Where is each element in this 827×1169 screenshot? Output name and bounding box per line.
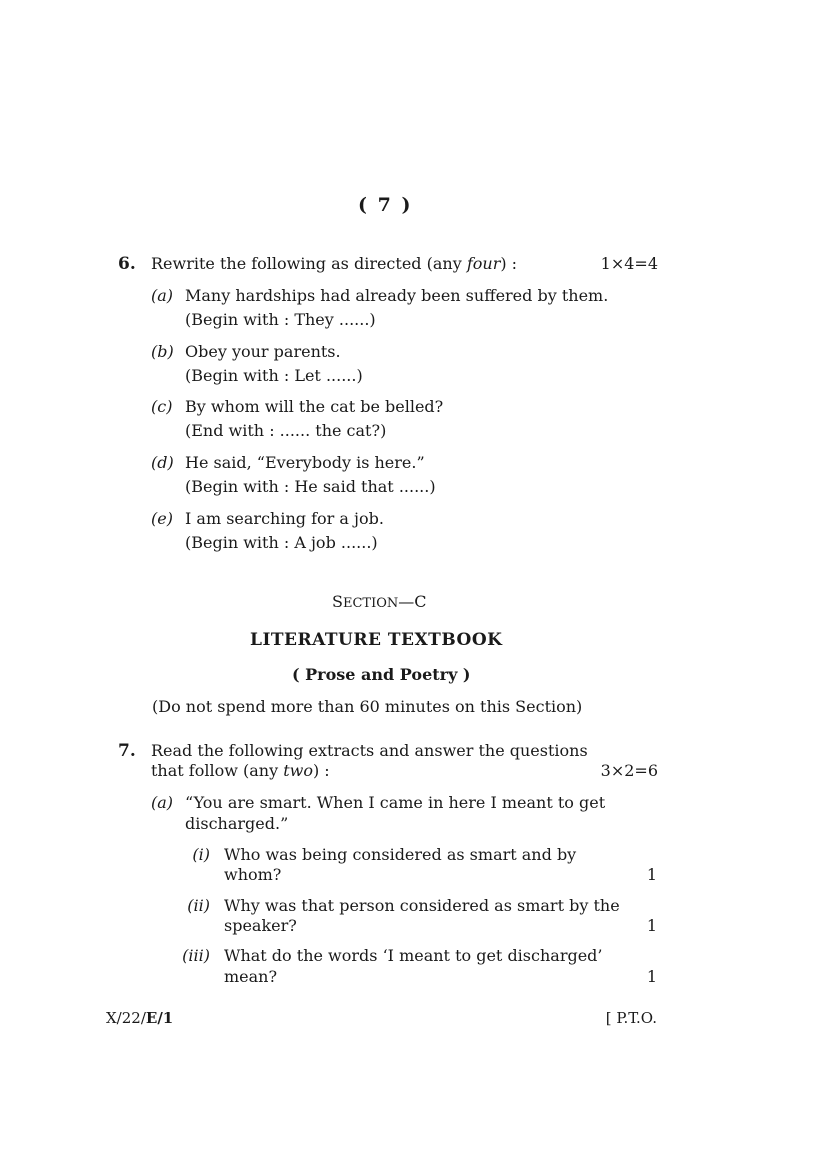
code-slash: / <box>157 1009 163 1027</box>
stem-text-end: ) : <box>312 761 330 780</box>
section-title: LITERATURE TEXTBOOK <box>250 630 503 650</box>
item-instruction: (Begin with : Let ......) <box>185 366 363 385</box>
section-note: (Do not spend more than 60 minutes on this Section) <box>152 697 583 716</box>
sub-question-text: speaker? <box>224 916 297 935</box>
section-smallcaps: ECTION <box>342 596 399 611</box>
extract-line: discharged.” <box>185 814 289 833</box>
item-line: By whom will the cat be belled? <box>185 397 444 416</box>
item-line: I am searching for a job. <box>185 509 384 528</box>
sub-question-text: Who was being considered as smart and by <box>224 845 577 864</box>
stem-text: that follow (any <box>151 761 284 780</box>
sub-question-text: What do the words ‘I meant to get discharged’ <box>224 946 603 965</box>
question-number: 6. <box>118 254 136 274</box>
item-label: (e) <box>151 509 173 528</box>
item-instruction: (Begin with : A job ......) <box>185 533 378 552</box>
marks: 1×4=4 <box>600 254 658 273</box>
stem-text-end: ) : <box>500 254 518 273</box>
stem-italic: four <box>466 254 501 273</box>
sub-label: (i) <box>192 845 210 864</box>
item-line: Obey your parents. <box>185 342 341 361</box>
item-label: (b) <box>151 342 174 361</box>
code-number: 1 <box>162 1009 174 1027</box>
section-letter: C <box>414 592 427 611</box>
sub-question-text: mean? <box>224 967 278 986</box>
question-stem-line2 <box>151 761 330 781</box>
pto-label: [ P.T.O. <box>605 1009 657 1027</box>
section-cap: S <box>332 592 343 611</box>
question-stem <box>151 254 517 274</box>
item-line: Many hardships had already been suffered by them. <box>185 286 609 305</box>
stem-italic: two <box>283 761 313 780</box>
marks: 3×2=6 <box>600 761 658 780</box>
sub-mark: 1 <box>646 916 657 935</box>
sub-mark: 1 <box>646 865 657 884</box>
question-number: 7. <box>118 741 136 761</box>
code-prefix: X/22/ <box>106 1009 146 1027</box>
item-label: (d) <box>151 453 174 472</box>
section-subtitle: ( Prose and Poetry ) <box>292 665 471 684</box>
item-label: (a) <box>151 793 174 812</box>
sub-mark: 1 <box>646 967 657 986</box>
sub-question-text: Why was that person considered as smart by the <box>224 896 620 915</box>
sub-question-text: whom? <box>224 865 282 884</box>
item-instruction: (End with : ...... the cat?) <box>185 421 387 440</box>
question-stem: Read the following extracts and answer the questions <box>151 741 588 760</box>
item-label: (a) <box>151 286 174 305</box>
item-instruction: (Begin with : He said that ......) <box>185 477 436 496</box>
sub-label: (iii) <box>182 946 210 965</box>
stem-text: Rewrite the following as directed (any <box>151 254 467 273</box>
code-bold: E <box>145 1009 158 1027</box>
extract-line: “You are smart. When I came in here I meant to get <box>185 793 606 812</box>
sub-label: (ii) <box>187 896 210 915</box>
item-label: (c) <box>151 397 173 416</box>
item-line: He said, “Everybody is here.” <box>185 453 425 472</box>
section-dash: — <box>398 592 415 611</box>
item-instruction: (Begin with : They ......) <box>185 310 376 329</box>
page-number: ( 7 ) <box>358 194 413 216</box>
paper-code <box>106 1008 173 1028</box>
section-heading <box>332 592 427 614</box>
